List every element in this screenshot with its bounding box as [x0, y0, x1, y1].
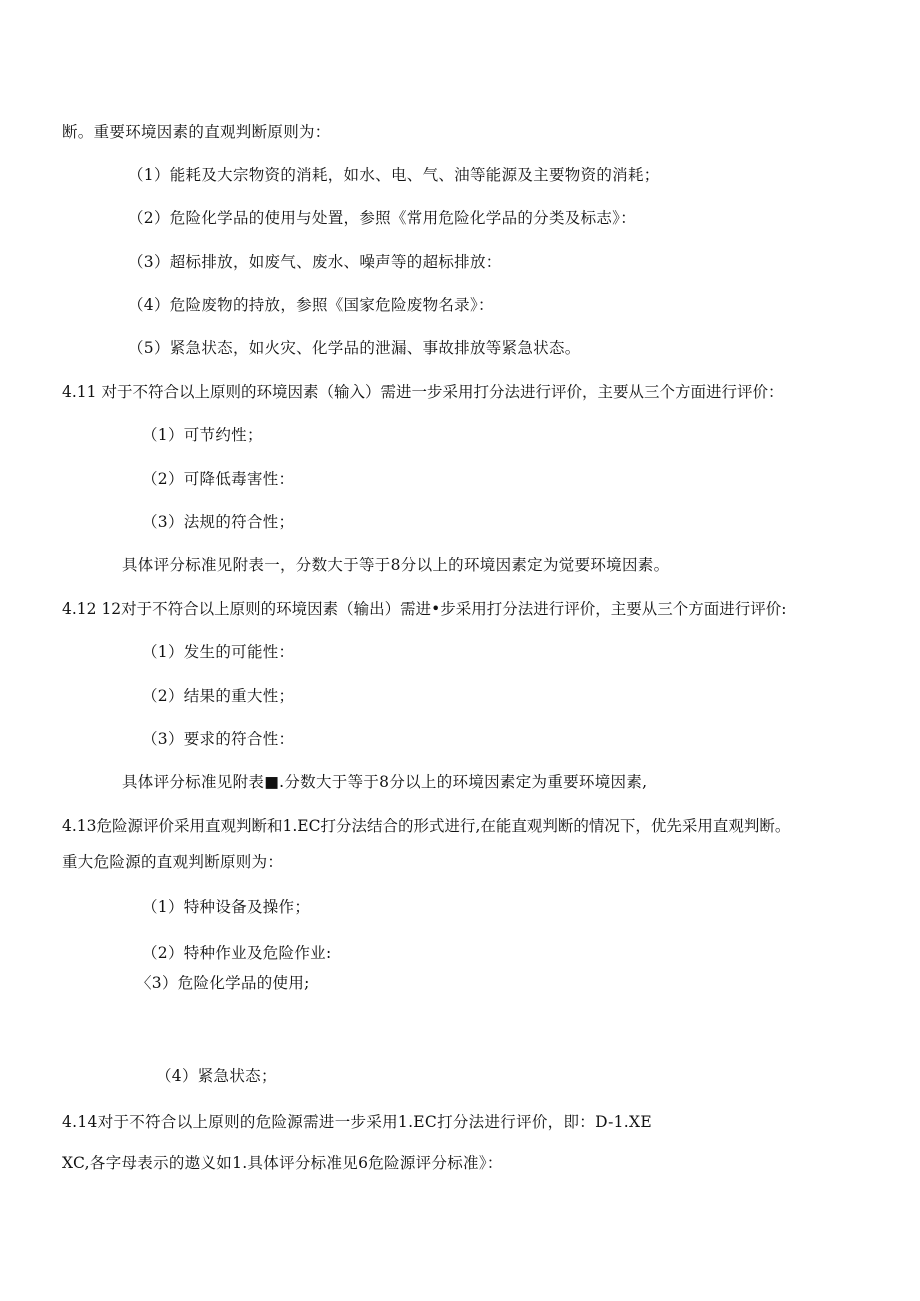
text-line: XC,各字母表示的遨义如1.具体评分标准见6危险源评分标准》：: [62, 1154, 503, 1172]
text-line: （3）要求的符合性：: [142, 730, 295, 748]
text-line: 4.13危险源评价采用直观判断和1.EC打分法结合的形式进行,在能直观判断的情况下，优先采用直观判断。: [62, 817, 791, 835]
text-line: （2）特种作业及危险作业:: [142, 944, 332, 962]
text-line: （1）特种设备及操作；: [142, 898, 311, 916]
text-line: 4.11 对于不符合以上原则的环境因素（输入）需进一步采用打分法进行评价，主要从三个方面进行评价：: [62, 383, 784, 401]
text-line: （1）发生的可能性：: [142, 643, 295, 661]
text-line: 具体评分标准见附表一，分数大于等于8分以上的环境因素定为觉要环境因素。: [122, 556, 670, 574]
text-line: （3）法规的符合性；: [142, 513, 295, 531]
text-line: 4.14对于不符合以上原则的危险源需进一步采用1.EC打分法进行评价，即：D-1.XE: [62, 1113, 652, 1131]
text-line: （1）能耗及大宗物资的消耗，如水、电、气、油等能源及主要物资的消耗；: [128, 166, 660, 184]
text-line: （2）危险化学品的使用与处置，参照《常用危险化学品的分类及标志》：: [128, 209, 637, 227]
text-line: （5）紧急状态，如火灾、化学品的泄漏、事故排放等紧急状态。: [128, 339, 581, 357]
text-line: 4.12 12对于不符合以上原则的环境因素（输出）需进•步采用打分法进行评价，主要从三个方面进行评价:: [62, 600, 787, 618]
text-line: 断。重要环境因素的直观判断原则为：: [62, 123, 331, 141]
text-line: 重大危险源的直观判断原则为：: [62, 853, 284, 871]
text-line: 〈3）危险化学品的使用;: [136, 974, 310, 992]
text-line: （2）可降低毒害性：: [142, 470, 295, 488]
text-line: （4）紧急状态；: [156, 1067, 277, 1085]
text-line: （2）结果的重大性；: [142, 687, 295, 705]
text-line: （1）可节约性；: [142, 426, 263, 444]
text-line: （4）危险废物的持放，参照《国家危险废物名录》：: [128, 296, 494, 314]
text-line: 具体评分标准见附表■.分数大于等于8分以上的环境因素定为重要环境因素,: [122, 773, 648, 791]
text-line: （3）超标排放，如废气、废水、噪声等的超标排放：: [128, 253, 502, 271]
